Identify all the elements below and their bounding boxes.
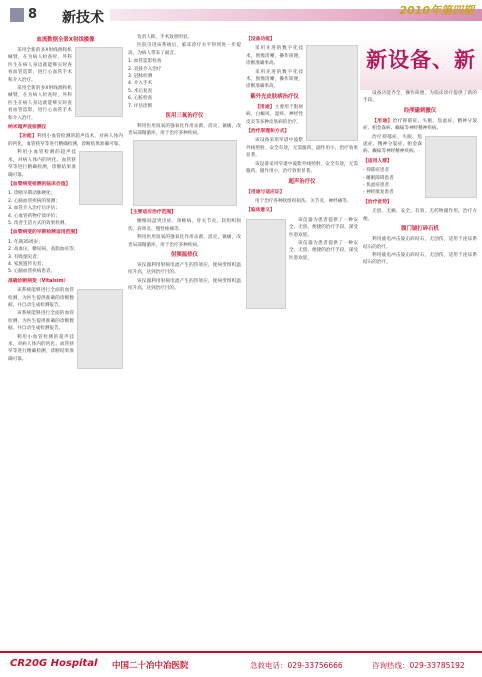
article-subtitle: 【用途】 — [372, 118, 393, 124]
article-paragraph: 设备功能齐全，操作简便，为临床诊疗提供了新的手段。 — [363, 91, 477, 104]
article-subtitle: 【治疗优势】 — [363, 199, 392, 205]
article-paragraph: 主要用于银屑病、白癜风、湿疹、神经性皮炎等多种皮肤病的治疗。 — [246, 104, 303, 125]
article-subtitle: 【功能】 — [17, 134, 37, 140]
article-subtitle: 纳米超声波检测仪 — [8, 125, 47, 131]
list-item: 1. 血管造影检查 — [128, 59, 162, 65]
device-photo — [246, 219, 286, 309]
list-item: 2. 直接介入治疗 — [128, 66, 162, 72]
list-item: - 抑郁症患者 — [363, 168, 390, 174]
page-header — [0, 0, 482, 30]
device-photo — [79, 151, 123, 205]
article-subtitle: 准确诊断病变（Vitalsim） — [8, 278, 69, 284]
article-paragraph: 治疗抑郁症、失眠、焦虑症、精神分裂症、帕金森病、癫痫等神经精神疾病。 — [363, 118, 477, 132]
list-item: 4. 心血管药物疗效评价； — [8, 213, 60, 219]
article-paragraph: 该仪器利用射频电流产生的热效应，使病变组织温度升高，达到治疗目的。 — [128, 262, 241, 276]
list-item: - 睡眠障碍患者 — [363, 175, 394, 181]
article-paragraph: 采用先进的数字化技术，图像清晰，操作简便，诊断准确率高。 — [246, 46, 303, 67]
issue-label: 2010年第四期 — [399, 4, 474, 17]
list-item: 5. 改善生活方式的效果检测。 — [8, 220, 69, 226]
list-item: 5. 心脑血管疾病患者。 — [8, 269, 56, 275]
article-subtitle: 【血管病变的早期检测适用范围】 — [8, 230, 80, 236]
article-title: 超声治疗仪 — [288, 178, 316, 185]
article-subtitle: 【用途与适应证】 — [246, 189, 285, 195]
article-column-2 — [128, 34, 241, 646]
article-column-4 — [363, 34, 477, 646]
article-subtitle: 【用途】 — [255, 104, 275, 110]
article-subtitle: 【临床意义】 — [246, 208, 275, 214]
article-subtitle: 【血管病变检测的临床价值】 — [8, 181, 71, 187]
article-paragraph: 医院引进该系统后，临床诊疗水平得到进一步提高，为病人带来了福音。 — [128, 43, 241, 56]
article-title: 医用三氧治疗仪 — [165, 113, 204, 120]
article-paragraph: 采用先进的数字化技术，图像清晰，操作简便，诊断准确率高。 — [246, 69, 303, 90]
article-subtitle: 【适用人群】 — [363, 158, 392, 164]
list-item: 6. 心脏检查 — [128, 96, 153, 102]
article-subtitle: 【治疗原理和方式】 — [246, 129, 290, 135]
list-item: 1. 年满35周岁； — [8, 239, 43, 245]
footer-consult-phone: 咨询热线：029-33785192 — [372, 661, 465, 670]
article-title: 经颅磁刺激仪 — [403, 107, 437, 114]
device-photo — [75, 47, 123, 117]
article-paragraph: 用于治疗各种软组织损伤、关节炎、神经痛等。 — [255, 198, 352, 204]
list-item: 2. 心脑血管疾病的预测； — [8, 198, 60, 204]
article-paragraph: 该系统能够进行全面的血管检测，为医生提供准确的诊断数据，并自动生成检测报告。 — [8, 311, 74, 332]
article-title: 血流数据全景X射线摄像 — [36, 37, 95, 43]
article-subtitle: 【设备功能】 — [246, 37, 275, 42]
article-paragraph: 治疗抑郁症、失眠、焦虑症、精神分裂症、帕金森病、癫痫等神经精神疾病。 — [363, 134, 422, 155]
device-photo — [425, 136, 477, 198]
section-title: 新技术 — [62, 10, 104, 26]
list-item: - 焦虑症患者 — [363, 183, 390, 189]
article-paragraph: 采用全新的多X射线源和机械臂，在为病人检查时，外科医生在病人身边就能够实时查看血管造影，进行心血管手术和介入治疗。 — [8, 48, 72, 83]
article-paragraph: 利用医用臭氧的强氧化作用杀菌、消炎、镇痛，改善局部微循环，用于治疗多种疾病。 — [128, 124, 241, 137]
article-paragraph: 该仪器为患者提供了一种安全、无创、便捷的治疗手段，深受医患欢迎。 — [289, 240, 358, 261]
list-item: 4. 介入手术 — [128, 81, 153, 87]
device-photo — [133, 140, 237, 206]
article-paragraph: 采用全新的多X射线源和机械臂，在为病人检查时，外科医生在病人身边就能够实时查看血管造影，进行心血管手术和介入治疗。 — [8, 86, 72, 121]
list-item: 1. 诊断早期动脉硬化； — [8, 191, 56, 197]
article-paragraph: 该设备采用窄谱中波紫外线照射，安全有效，无需服药，副作用小，治疗效果显著。 — [246, 138, 358, 159]
article-paragraph: 利用医用臭氧的强氧化作用杀菌、消炎、镇痛，改善局部微循环，用于治疗多种疾病。 — [128, 235, 241, 248]
article-paragraph: 该系统能够进行全面的血管检测，为医生提供准确的诊断数据，并自动生成检测报告。 — [8, 288, 74, 308]
list-item: 7. 评估诊断 — [128, 103, 153, 109]
article-paragraph: 无创、无痛、安全、有效，无药物副作用，治疗方便。 — [363, 209, 477, 222]
article-paragraph: 利用小血管检测的超声技术，对病人体内的钙化、血管狭窄等进行精确检测，诊断结果准确可靠。 — [8, 134, 123, 147]
article-subtitle: 【主要适应治疗范围】 — [128, 209, 176, 215]
page-footer — [0, 651, 482, 677]
list-item: 2. 高血压、糖尿病、高脂血症等； — [8, 247, 79, 253]
list-item: 3. 冠脉检测 — [128, 74, 153, 80]
list-item: 4. 家族遗传史者； — [8, 261, 47, 267]
article-paragraph: 利用液电冲击波击碎结石，无创伤，适用于泌尿系结石的治疗。 — [363, 237, 477, 250]
header-square-icon — [10, 8, 24, 22]
article-paragraph: 该设备采用窄谱中波紫外线照射，安全有效，无需服药，副作用小，治疗效果显著。 — [246, 161, 358, 175]
article-column-3 — [246, 34, 358, 646]
article-title: 射频温热仪 — [171, 251, 198, 258]
article-paragraph: 该仪器为患者提供了一种安全、无创、便捷的治疗手段，深受医患欢迎。 — [289, 217, 358, 238]
list-item: 3. 有吸烟史者； — [8, 254, 42, 260]
banner-title: 新设备、新 — [366, 47, 476, 72]
footer-organization: 中国二十冶中冶医院 — [112, 661, 189, 671]
article-paragraph: 利用小血管检测的超声技术，对病人体内的钙化、血管狭窄等进行精确检测，诊断结果准确可靠。 — [8, 150, 76, 178]
article-paragraph: 腰椎间盘突出症、颈椎病、骨关节炎、软组织损伤、肩周炎、慢性疼痛等。 — [128, 219, 241, 232]
footer-emergency-phone: 急救电话：029-33756666 — [250, 661, 343, 670]
article-paragraph: 该仪器利用射频电流产生的热效应，使病变组织温度升高，达到治疗目的。 — [128, 278, 241, 292]
article-paragraph: 利用液电冲击波击碎结石，无创伤，适用于泌尿系结石的治疗。 — [363, 252, 477, 266]
page-number: 8 — [28, 7, 38, 22]
article-title: 紫外光皮肤病治疗仪 — [250, 93, 299, 100]
article-title: 腹门镜打碎石机 — [401, 226, 439, 233]
device-photo — [306, 45, 358, 141]
list-item: 5. 术后复查 — [128, 88, 153, 94]
footer-brand: CR20G Hospital — [10, 658, 98, 669]
list-item: - 神经康复患者 — [363, 190, 394, 196]
device-photo — [77, 289, 123, 369]
article-paragraph: 负责人称，手术效果明显。 — [137, 35, 193, 40]
list-item: 3. 血管介入治疗后评估； — [8, 206, 60, 212]
banner-spacer — [363, 34, 477, 90]
article-column-1 — [8, 34, 123, 646]
article-paragraph: 利用小血管检测的超声技术，对病人体内的钙化、血管狭窄等进行精确检测，诊断结果准确可靠。 — [8, 334, 74, 362]
